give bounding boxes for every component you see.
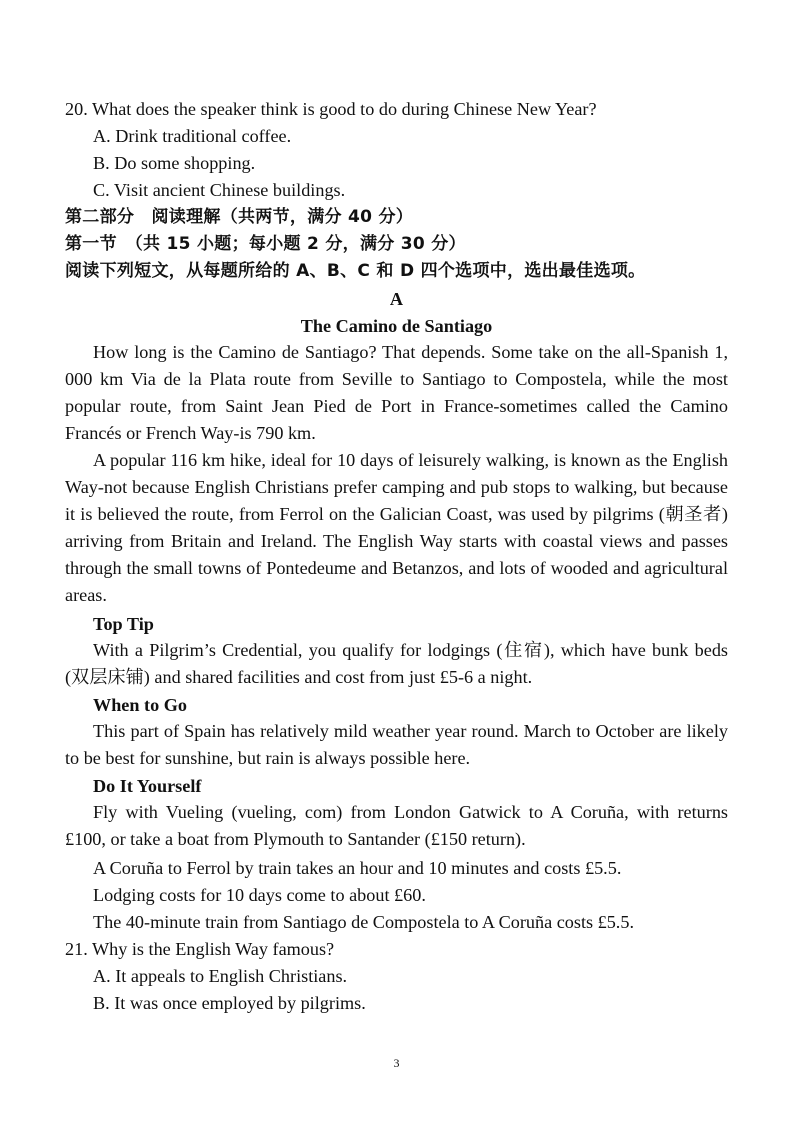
top-tip-text: With a Pilgrim’s Credential, you qualify for lodgings (住宿), which have bunk beds (双层床铺) and shared facilities and cost from just £5-6 a night. — [65, 640, 728, 688]
paragraph-2: A popular 116 km hike, ideal for 10 days of leisurely walking, is known as the English Way-not because English Christians prefer camping and pub stops to walking, but because it is believed the route, from Ferrol on the Galician Coast, was used by pilgrims (朝圣者) arriving from Britain and Ireland. The English Way starts with coastal views and passes through the small towns of Pontedeume and Betanzos, and lots of wooded and agricultural areas. — [65, 450, 728, 606]
q20-option-a: A. Drink traditional coffee. — [93, 126, 292, 146]
page-number: 3 — [393, 1056, 400, 1070]
q21-option-a: A. It appeals to English Christians. — [93, 966, 348, 986]
diy-line-lodging: Lodging costs for 10 days come to about £60. — [93, 885, 426, 905]
passage-title: The Camino de Santiago — [300, 316, 493, 336]
q20-option-c: C. Visit ancient Chinese buildings. — [93, 180, 346, 200]
top-tip-heading: Top Tip — [93, 614, 154, 634]
when-to-go-text: This part of Spain has relatively mild weather year round. March to October are likely to be best for sunshine, but rain is always possible here. — [65, 721, 728, 769]
diy-line-return-train: The 40-minute train from Santiago de Compostela to A Coruña costs £5.5. — [93, 912, 634, 932]
do-it-yourself-text: Fly with Vueling (vueling, com) from London Gatwick to A Coruña, with returns £100, or take a boat from Plymouth to Santander (£150 return). — [65, 802, 728, 850]
question-21: 21. Why is the English Way famous? — [65, 939, 335, 959]
section-title: 第一节 （共 15 小题；每小题 2 分，满分 30 分） — [65, 234, 466, 254]
q21-option-b: B. It was once employed by pilgrims. — [93, 993, 366, 1013]
passage-label: A — [389, 289, 404, 309]
diy-line-train: A Coruña to Ferrol by train takes an hour and 10 minutes and costs £5.5. — [93, 858, 622, 878]
part-title: 第二部分 阅读理解（共两节，满分 40 分） — [65, 207, 414, 227]
instructions: 阅读下列短文，从每题所给的 A、B、C 和 D 四个选项中，选出最佳选项。 — [65, 261, 646, 281]
do-it-yourself-heading: Do It Yourself — [93, 776, 202, 796]
when-to-go-heading: When to Go — [93, 695, 187, 715]
paragraph-1: How long is the Camino de Santiago? That depends. Some take on the all-Spanish 1, 000 km Via de la Plata route from Seville to Santiago to Compostela, while the most popular route, from Saint Jean Pied de Port in France-sometimes called the Camino Francés or French Way-is 790 km. — [65, 342, 728, 444]
question-20: 20. What does the speaker think is good to do during Chinese New Year? — [65, 99, 597, 119]
q20-option-b: B. Do some shopping. — [93, 153, 256, 173]
